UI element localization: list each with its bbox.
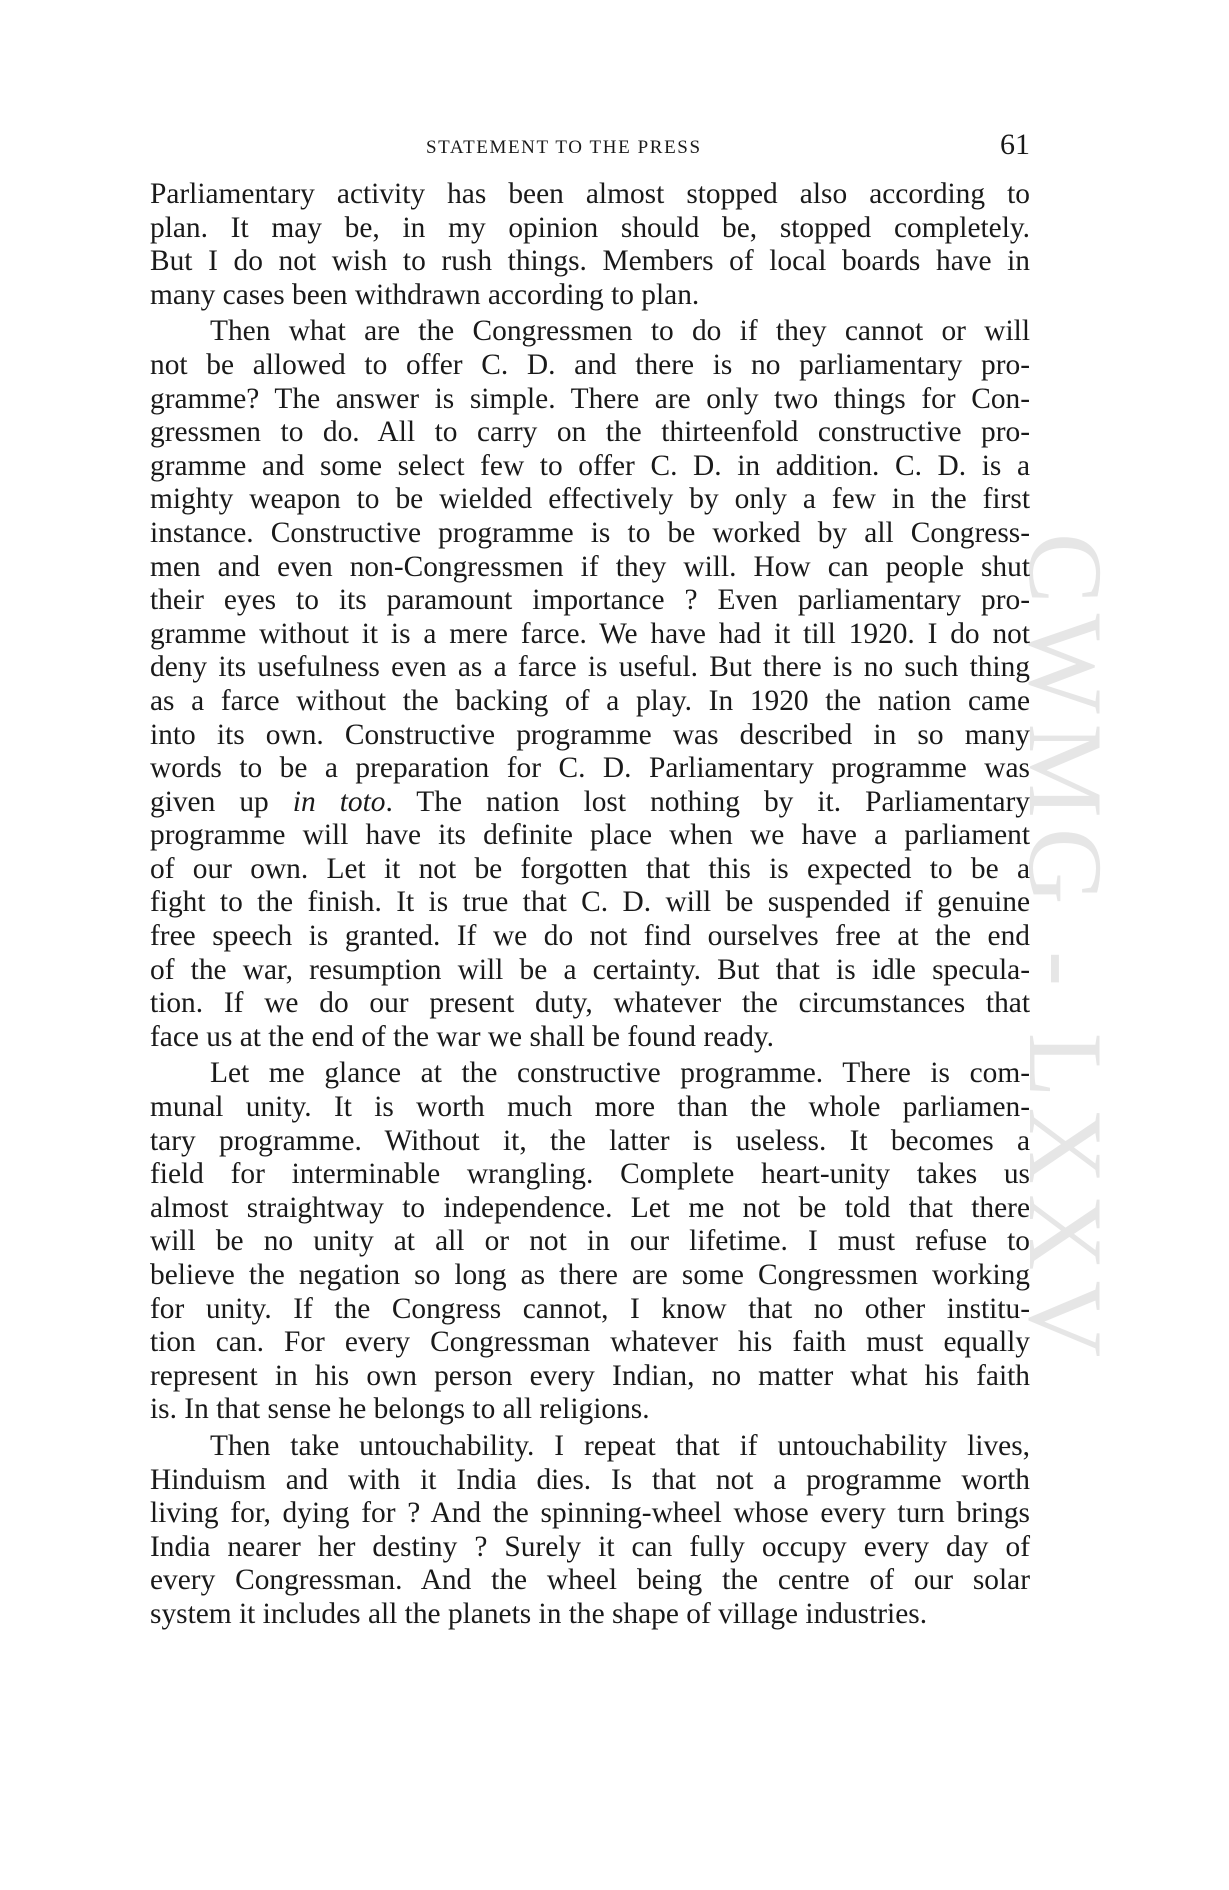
text-line: plan. It may be, in my opinion should be, stopped completely. <box>150 211 1030 244</box>
text-line: of the war, resumption will be a certainty. But that is idle specula- <box>150 953 1030 986</box>
text-line: tion. If we do our present duty, whatever the circumstances that <box>150 987 1030 1020</box>
text-line: living for, dying for ? And the spinning-wheel whose every turn brings <box>150 1497 1030 1530</box>
text-line: free speech is granted. If we do not find ourselves free at the end <box>150 920 1030 953</box>
paragraph <box>150 178 1030 312</box>
text-line: Let me glance at the constructive programme. There is com- <box>210 1057 1030 1090</box>
text-line: field for interminable wrangling. Complete heart-unity takes us <box>150 1158 1030 1191</box>
text-line: represent in his own person every Indian, no matter what his faith <box>150 1359 1030 1392</box>
text-line: tion can. For every Congressman whatever his faith must equally <box>150 1326 1030 1359</box>
text-line: words to be a preparation for C. D. Parliamentary programme was <box>150 752 1030 785</box>
text-line: Hinduism and with it India dies. Is that not a programme worth <box>150 1463 1030 1496</box>
text-line: will be no unity at all or not in our lifetime. I must refuse to <box>150 1225 1030 1258</box>
text-line: many cases been withdrawn according to plan. <box>150 278 700 311</box>
text-line: not be allowed to offer C. D. and there is no parliamentary pro- <box>150 348 1030 381</box>
body-text <box>150 178 1030 1632</box>
paragraph <box>150 1430 1030 1632</box>
text-line: India nearer her destiny ? Surely it can fully occupy every day of <box>150 1530 1030 1563</box>
text-line: Then what are the Congressmen to do if they cannot or will <box>210 315 1030 348</box>
paragraph <box>150 1057 1030 1427</box>
text-line: Then take untouchability. I repeat that if untouchability lives, <box>210 1429 1030 1462</box>
text-line: mighty weapon to be wielded effectively by only a few in the first <box>150 483 1030 516</box>
text-line: gramme and some select few to offer C. D. in addition. C. D. is a <box>150 449 1030 482</box>
text-line: system it includes all the planets in the shape of village industries. <box>150 1597 928 1630</box>
text-line: almost straightway to independence. Let me not be told that there <box>150 1191 1030 1224</box>
text-fragment: given up <box>150 785 293 818</box>
text-line: every Congressman. And the wheel being the centre of our solar <box>150 1564 1030 1597</box>
text-line: into its own. Constructive programme was described in so many <box>150 718 1030 751</box>
text-line: as a farce without the backing of a play. In 1920 the nation came <box>150 684 1030 717</box>
text-line: fight to the finish. It is true that C. D. will be suspended if genuine <box>150 886 1030 919</box>
text-line: of our own. Let it not be forgotten that this is expected to be a <box>150 852 1030 885</box>
text-line: programme will have its definite place when we have a parliament <box>150 819 1030 852</box>
italic-phrase: in toto <box>292 785 386 818</box>
text-line: tary programme. Without it, the latter is useless. It becomes a <box>150 1124 1030 1157</box>
text-line: deny its usefulness even as a farce is useful. But there is no such thing <box>150 651 1030 684</box>
text-line: for unity. If the Congress cannot, I know that no other institu- <box>150 1292 1030 1325</box>
text-line: Parliamentary activity has been almost stopped also according to <box>150 178 1030 210</box>
watermark-text: CWMG - LXXV <box>1007 532 1124 1368</box>
text-line: munal unity. It is worth much more than the whole parliamen- <box>150 1091 1030 1124</box>
text-line: believe the negation so long as there are some Congressmen working <box>150 1259 1030 1291</box>
page-number: 61 <box>1000 128 1030 161</box>
page-header <box>150 128 1030 168</box>
text-fragment: . The nation lost nothing by it. Parliamentary <box>385 785 1030 818</box>
text-line: is. In that sense he belongs to all religions. <box>150 1393 650 1426</box>
running-head: STATEMENT TO THE PRESS <box>426 137 702 158</box>
paragraph <box>150 315 1030 1054</box>
text-line: gramme without it is a mere farce. We have had it till 1920. I do not <box>150 617 1030 650</box>
text-line: But I do not wish to rush things. Members of local boards have in <box>150 245 1030 278</box>
text-line: their eyes to its paramount importance ? Even parliamentary pro- <box>150 584 1030 617</box>
text-line: instance. Constructive programme is to be worked by all Congress- <box>150 516 1030 549</box>
text-line: gramme? The answer is simple. There are only two things for Con- <box>150 382 1030 415</box>
text-line: men and even non-Congressmen if they will. How can people shut <box>150 550 1030 583</box>
text-line <box>150 786 1030 820</box>
text-line: face us at the end of the war we shall be found ready. <box>150 1020 775 1053</box>
text-line: gressmen to do. All to carry on the thirteenfold constructive pro- <box>150 416 1030 449</box>
